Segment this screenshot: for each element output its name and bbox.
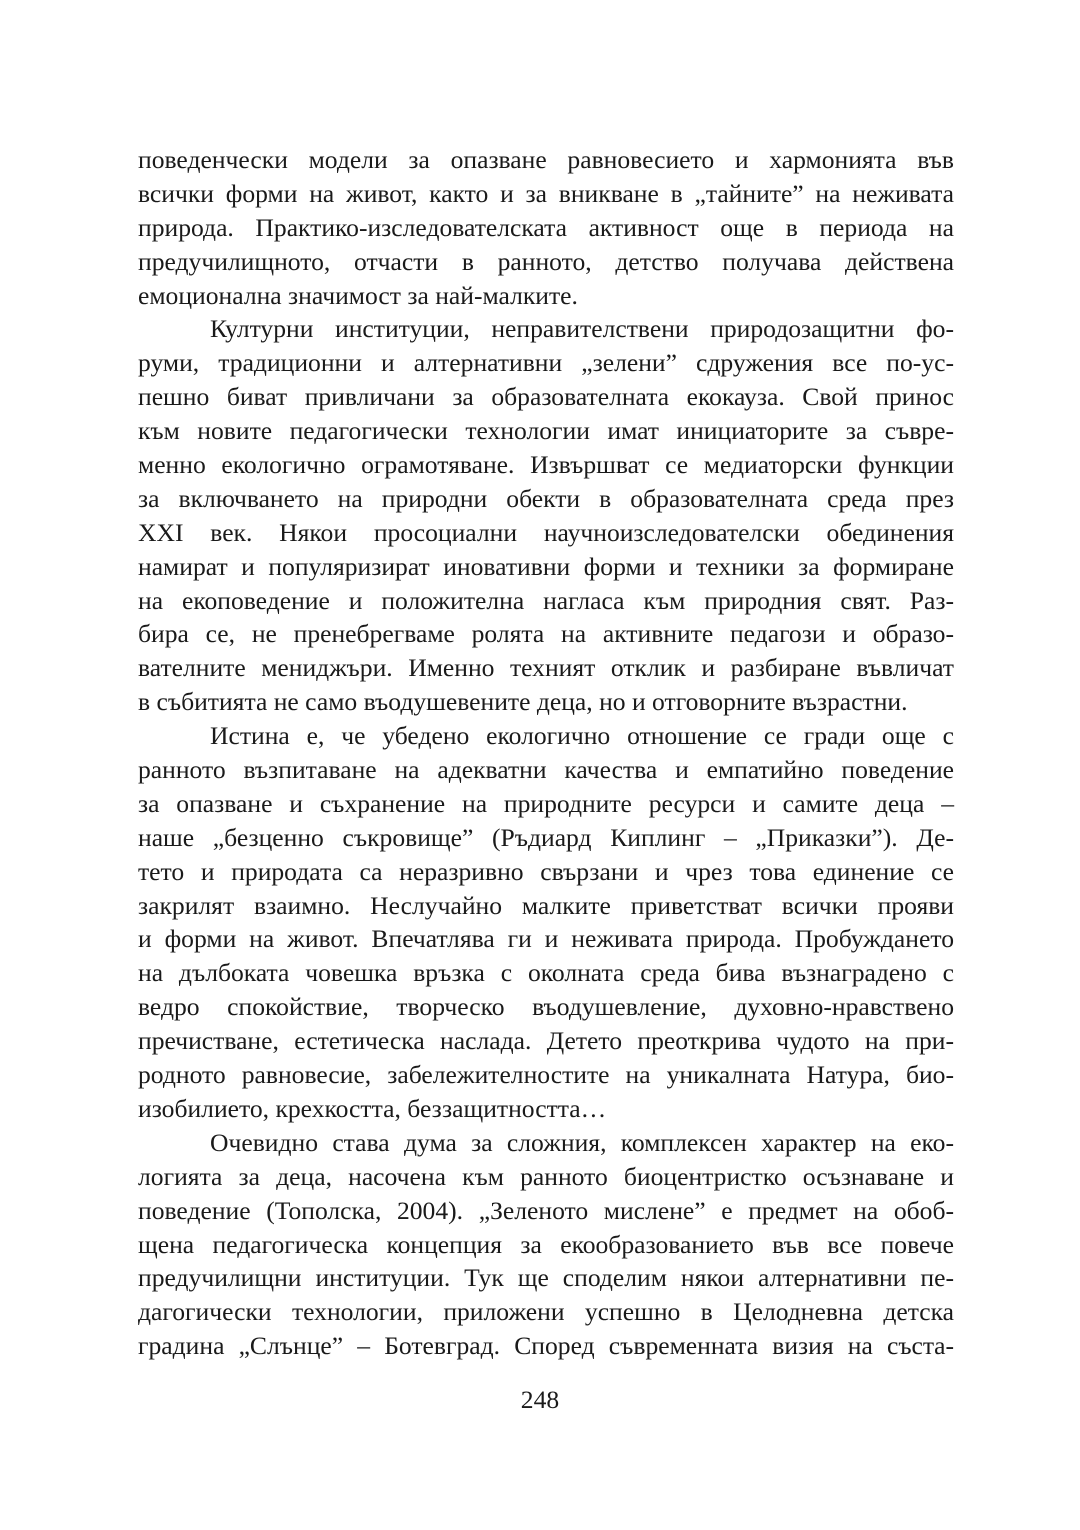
paragraph [138,1126,954,1363]
text-line: Очевидно става дума за сложния, комплексен характер на еко- [210,1127,954,1157]
text-line: за включването на природни обекти в образователната среда през [138,483,954,513]
text-line: към новите педагогически технологии имат инициаторите за съвре- [138,416,954,446]
text-line: предучилищни институции. Тук ще споделим някои алтернативни пе- [138,1263,954,1293]
text-line: на дълбоката човешка връзка с околната среда бива възнаградено с [138,958,954,988]
text-line: изобилието, крехкостта, беззащитността… [138,1093,607,1123]
text-line: тето и природата са неразривно свързани и чрез това единение се [138,856,954,886]
text-line: Културни институции, неправителствени природозащитни фо- [210,314,954,344]
paragraph [138,312,954,719]
text-line: и форми на живот. Впечатлява ги и неживата природа. Пробуждането [138,924,954,954]
text-line: емоционална значимост за най-малките. [138,280,578,310]
text-line: менно екологично ограмотяване. Извършват се медиаторски функции [138,450,954,480]
text-line: дагогически технологии, приложени успешно в Целодневна детска [138,1297,954,1327]
text-line: руми, традиционни и алтернативни „зелени” сдружения все по-ус- [138,348,954,378]
body-text [138,143,954,1363]
text-line: логията за деца, насочена към ранното биоцентристко осъзнаване и [138,1161,954,1191]
text-line: поведение (Тополска, 2004). „Зеленото мислене” е предмет на обоб- [138,1195,954,1225]
text-line: природа. Практико-изследователската активност още в периода на [138,212,954,242]
text-line: наше „безценно съкровище” (Ръдиард Киплинг – „Приказки”). Де- [138,822,954,852]
text-line: пешно биват привличани за образователната екокауза. Свой принос [138,382,954,412]
text-line: поведенчески модели за опазване равновесието и хармонията във [138,145,954,174]
text-line: в събитията не само въодушевените деца, но и отговорните възрастни. [138,687,908,717]
text-line: ведро спокойствие, творческо въодушевление, духовно-нравствено [138,992,954,1022]
text-line: бира се, не пренебрегваме ролята на активните педагози и образо- [138,619,954,649]
text-line: ранното възпитаване на адекватни качества и емпатийно поведение [138,755,954,785]
text-line: XXI век. Някои просоциални научноизследователски обединения [138,517,954,547]
text-line: за опазване и съхранение на природните ресурси и самите деца – [138,788,954,818]
paragraph [138,719,954,1126]
page-number: 248 [520,1385,560,1414]
text-line: предучилищното, отчасти в ранното, детство получава действена [138,246,954,276]
text-line: Истина е, че убедено екологично отношение се гради още с [210,721,954,751]
text-line: намират и популяризират иновативни форми и техники за формиране [138,551,954,581]
text-line: щена педагогическа концепция за екообразованието във все повече [138,1229,954,1259]
text-line: на екоповедение и положителна нагласа към природния свят. Раз- [138,585,954,615]
paragraph [138,143,954,312]
text-line: всички форми на живот, както и за вникване в „тайните” на неживата [138,178,954,208]
text-line: вателните мениджъри. Именно техният отклик и разбиране въвличат [138,653,954,683]
text-line: закрилят взаимно. Неслучайно малките приветстват всички прояви [138,890,954,920]
text-line: градина „Слънце” – Ботевград. Според съвременната визия на състa- [138,1331,954,1361]
text-line: родното равновесие, забележителностите на уникалната Натура, био- [138,1060,954,1090]
text-line: пречистване, естетическа наслада. Детето преоткрива чудото на при- [138,1026,954,1056]
